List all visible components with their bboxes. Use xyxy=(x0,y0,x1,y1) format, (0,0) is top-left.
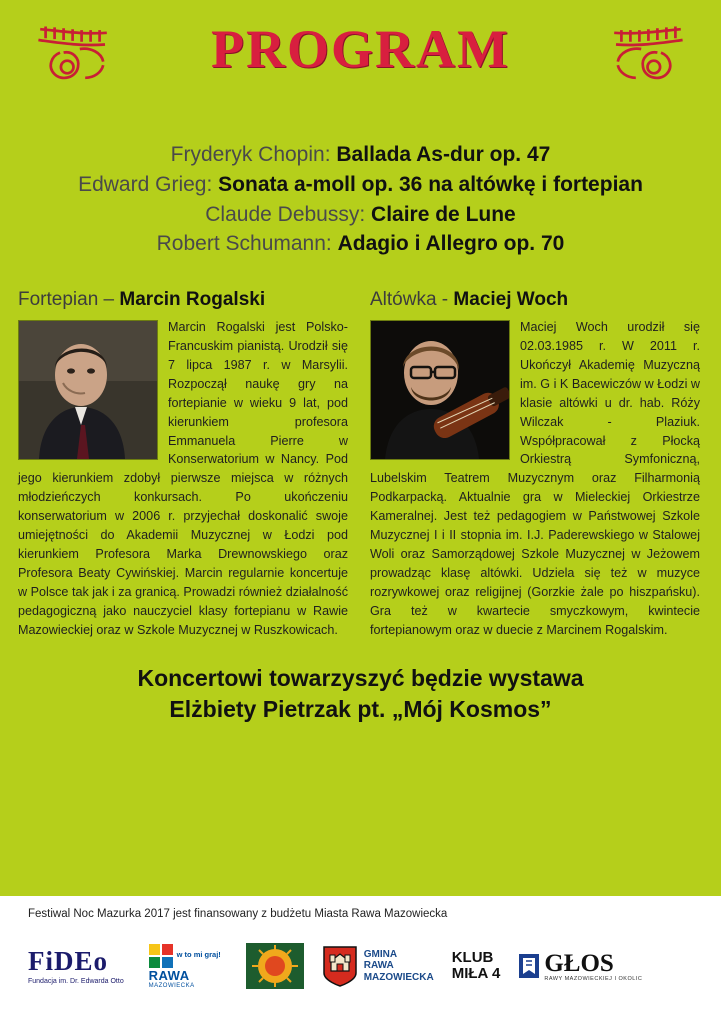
gmina-line-1: GMINA xyxy=(363,948,398,960)
coat-of-arms-icon xyxy=(322,945,358,987)
page-title: PROGRAM xyxy=(211,19,510,79)
bio-text: Marcin Rogalski jest Polsko-Francuskim pianistą. Urodził się 7 lipca 1987 r. w Marsylii. Rozpoczął naukę gry na fortepianie w wieku 9 lat, pod kierunkiem profesora Emmanuela Pierre w Konserwatorium w Nancy. Pod jego kierunkiem zdobył pierwsze miejsca w różnych młodzieńczych konkursach. Po ukończeniu konserwatorium w 2006 r. przyjechał doskonalić swoje umiejętności do Akademii Muzycznej w Łodzi pod kierunkiem Profesora Marka Drewnowskiego oraz Profesora Beaty Cywińskiej. Marcin regularnie koncertuje w Polsce tak jak i za granicą. Prowadzi również działalność pedagogiczną jako nauczyciel klasy fortepianu w Rawie Mazowieckiej oraz w Szkole Muzycznej w Ruszkowicach. xyxy=(18,320,348,637)
bio-role: Altówka - xyxy=(370,289,454,311)
program-composer: Claude Debussy: xyxy=(205,202,366,226)
gmina-line-2: RAWA xyxy=(363,960,394,972)
bio-text: Maciej Woch urodził się 02.03.1985 r. W 2011 r. Ukończył Akademię Muzyczną im. G i K Bacewiczów w Łodzi w klasie altówki u dr. hab. Róży Wilczak - Plaziuk. Współpracował z Płocką Orkiestrą Symfoniczną, Lubelskim Teatrem Muzycznym oraz Filharmonią Podkarpacką. Aktualnie gra w Mieleckiej Orkiestrze Kameralnej. Jest też pedagogiem w Państwowej Szkole Muzycznej I i II stopnia im. I.J. Paderewskiego w Stalowej Woli oraz Samorządowej Szkole Muzycznej w Jeżowem prowadząc klasę altówki. Udziela się też w muzyce rozrywkowej oraz religijnej (Gorzkie żale po hiszpańsku). Gra też w kwartecie smyczkowym, kwintecie fortepianowym oraz w duecie z Marcinem Rogalskim. xyxy=(370,320,700,637)
program-work: Ballada As-dur op. 47 xyxy=(336,143,551,166)
sponsor-logos xyxy=(0,920,721,1002)
rawa-subtitle: MAZOWIECKA xyxy=(148,982,195,989)
glos-subtitle: RAWY MAZOWIECKIEJ I OKOLIC xyxy=(544,975,643,982)
sun-emblem-icon xyxy=(246,943,304,989)
exhibition-line-1: Koncertowi towarzyszyć będzie wystawa xyxy=(137,665,584,692)
bio-name: Maciej Woch xyxy=(453,289,569,311)
bio-marcin-rogalski xyxy=(18,289,348,639)
logo-glos xyxy=(518,951,642,982)
portrait-photo-marcin-rogalski xyxy=(18,320,158,460)
program-composer: Fryderyk Chopin: xyxy=(170,143,331,166)
logo-klub-mila-4 xyxy=(452,950,501,983)
glos-mark-icon xyxy=(518,953,540,979)
program-work: Sonata a-moll op. 36 na altówkę i fortepian xyxy=(218,172,643,196)
klub-line-1: KLUB xyxy=(451,948,494,966)
program-item xyxy=(0,229,721,259)
glos-wordmark: GŁOS xyxy=(544,949,614,977)
performer-bios xyxy=(0,289,721,639)
rawa-name: RAWA xyxy=(148,967,190,983)
logo-rawa-mazowiecka xyxy=(142,944,228,989)
klub-line-2: MIŁA 4 xyxy=(451,965,501,982)
bio-heading xyxy=(370,289,700,311)
poster-header xyxy=(0,0,721,108)
program-item xyxy=(0,200,721,230)
rawa-squares-icon xyxy=(149,944,173,968)
bio-text-block xyxy=(18,318,348,639)
bio-text-block xyxy=(370,318,700,639)
program-work: Adagio i Allegro op. 70 xyxy=(337,232,565,256)
program-item xyxy=(0,140,721,170)
program-work: Claire de Lune xyxy=(371,202,516,226)
exhibition-line-2: Elżbiety Pietrzak pt. „Mój Kosmos” xyxy=(169,696,552,723)
bio-role: Fortepian – xyxy=(18,289,120,311)
fideo-wordmark: FiDEo xyxy=(28,945,109,976)
program-list xyxy=(0,140,721,259)
funding-note: Festiwal Noc Mazurka 2017 jest finansowany z budżetu Miasta Rawa Mazowiecka xyxy=(28,908,448,920)
gmina-line-3: MAZOWIECKA xyxy=(363,971,434,983)
portrait-photo-maciej-woch xyxy=(370,320,510,460)
program-composer: Robert Schumann: xyxy=(156,232,332,256)
logo-sun-emblem xyxy=(246,943,304,989)
fideo-subtitle: Fundacja im. Dr. Edwarda Otto xyxy=(28,977,124,985)
laurel-ornament-right-icon xyxy=(595,22,691,94)
exhibition-announcement xyxy=(0,663,721,725)
logo-gmina-rawa-mazowiecka xyxy=(322,945,434,987)
logo-fideo xyxy=(28,945,124,985)
rawa-tagline: w to mi graj! xyxy=(176,950,221,960)
program-composer: Edward Grieg: xyxy=(78,172,213,196)
bio-name: Marcin Rogalski xyxy=(119,289,266,311)
program-item xyxy=(0,170,721,200)
bio-maciej-woch xyxy=(370,289,700,639)
bio-heading xyxy=(18,289,348,311)
poster-footer xyxy=(0,896,721,1024)
